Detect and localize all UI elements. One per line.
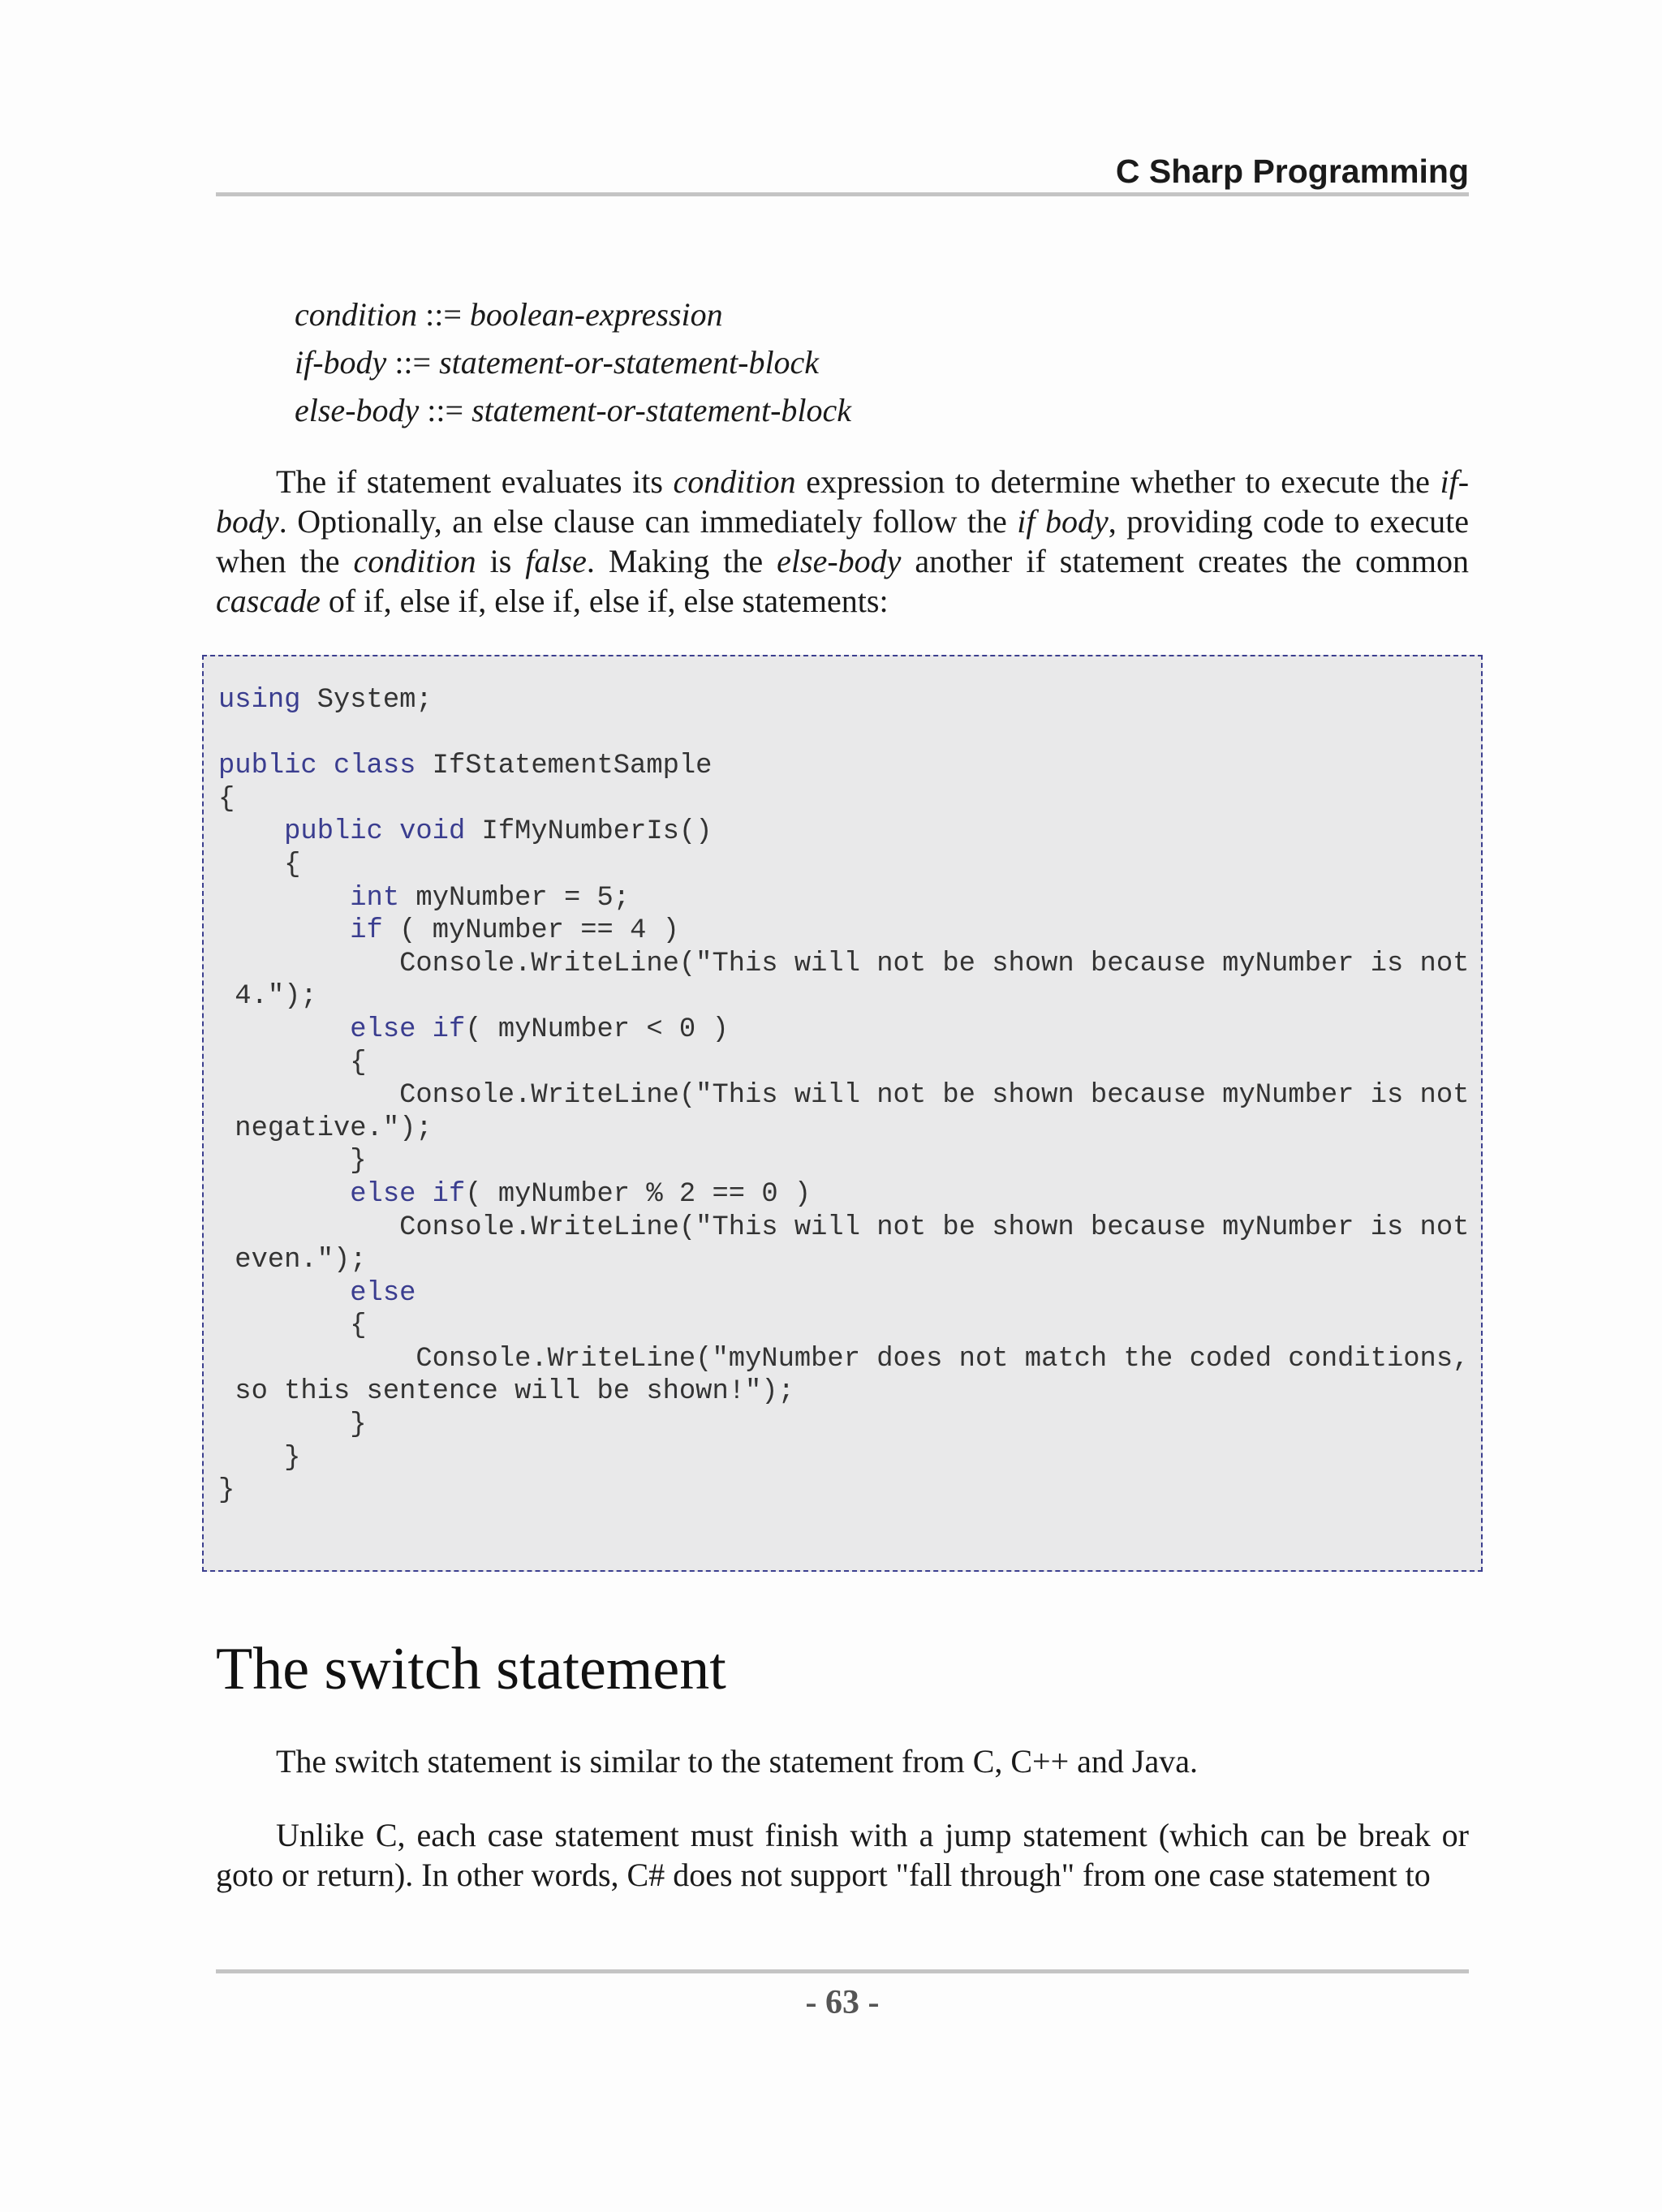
- emphasis: else-body: [777, 543, 902, 579]
- text-run: is: [476, 543, 526, 579]
- grammar-operator: ::=: [419, 392, 472, 428]
- code-keyword: using: [218, 685, 301, 716]
- code-text: }: [218, 1146, 367, 1177]
- code-line: [218, 1409, 367, 1440]
- code-text: [218, 915, 350, 946]
- code-line: [218, 1344, 1469, 1375]
- code-text: Console.WriteLine("This will not be shown because myNumber is not: [218, 1211, 1470, 1243]
- text-run: . Optionally, an else clause can immediately follow the: [278, 503, 1018, 540]
- grammar-operator: ::=: [417, 296, 470, 333]
- grammar-definition: boolean-expression: [469, 296, 723, 333]
- code-text: {: [218, 1047, 367, 1078]
- code-text: }: [218, 1475, 235, 1507]
- code-line: [218, 1443, 300, 1474]
- code-text: {: [218, 849, 301, 880]
- code-text: {: [218, 1310, 367, 1342]
- code-keyword: else: [350, 1277, 416, 1309]
- emphasis: if body: [1017, 503, 1109, 540]
- code-line: [218, 816, 712, 847]
- code-text: [218, 1179, 350, 1210]
- text-run: The if statement evaluates its: [276, 463, 674, 500]
- code-line: [218, 1475, 235, 1506]
- code-text: {: [218, 783, 235, 815]
- section-heading: The switch statement: [216, 1636, 726, 1702]
- code-line: [218, 981, 317, 1012]
- code-keyword: else if: [350, 1013, 466, 1045]
- code-line: [218, 850, 300, 880]
- code-text: [218, 1014, 350, 1045]
- code-line: [218, 1113, 433, 1144]
- code-text: ( myNumber % 2 == 0 ): [465, 1178, 812, 1210]
- code-keyword: int: [350, 882, 400, 914]
- code-text: negative.");: [218, 1112, 433, 1144]
- grammar-operator: ::=: [386, 344, 440, 381]
- grammar-line: [295, 338, 851, 386]
- code-text: Console.WriteLine("myNumber does not match the coded conditions,: [218, 1343, 1470, 1375]
- code-text: System;: [300, 685, 433, 716]
- code-text: so this sentence will be shown!");: [218, 1376, 794, 1408]
- switch-paragraph-1: The switch statement is similar to the statement from C, C++ and Java.: [276, 1743, 1198, 1779]
- code-line: [218, 1376, 794, 1407]
- grammar-term: else-body: [295, 392, 420, 428]
- code-line: [218, 784, 235, 815]
- code-text: even.");: [218, 1245, 367, 1276]
- grammar-definitions: [295, 290, 851, 434]
- text-run: . Making the: [586, 543, 777, 579]
- switch-paragraph-2: Unlike C, each case statement must finish with a jump statement (which can be break or goto or return). In other words, C# does not support "fall through" from one case statement to: [216, 1817, 1469, 1893]
- code-text: IfMyNumberIs(): [465, 816, 713, 848]
- code-text: [218, 1278, 350, 1309]
- code-line: [218, 1179, 811, 1210]
- text-run: expression to determine whether to execute the: [795, 463, 1440, 500]
- text-run: another if statement creates the common: [901, 543, 1469, 579]
- code-keyword: if: [350, 915, 383, 947]
- code-listing-box: [202, 655, 1483, 1572]
- emphasis: condition: [673, 463, 796, 500]
- code-text: myNumber = 5;: [399, 882, 631, 914]
- code-text: Console.WriteLine("This will not be shown because myNumber is not: [218, 948, 1470, 979]
- grammar-definition: statement-or-statement-block: [471, 392, 852, 428]
- code-line: [218, 1245, 367, 1276]
- emphasis: condition: [353, 543, 476, 579]
- code-line: [218, 1310, 367, 1341]
- page-number: - 63 -: [805, 1984, 880, 2021]
- code-keyword: else if: [350, 1178, 466, 1210]
- code-line: [218, 1278, 416, 1309]
- code-line: [218, 883, 630, 914]
- if-statement-paragraph: [216, 462, 1469, 621]
- grammar-line: [295, 290, 851, 338]
- code-line: [218, 915, 679, 946]
- emphasis: false: [525, 543, 587, 579]
- emphasis: cascade: [216, 583, 321, 619]
- code-text: }: [218, 1442, 301, 1474]
- emphasis: if-body: [216, 463, 1470, 540]
- running-header: C Sharp Programming: [1115, 153, 1469, 190]
- grammar-line: [295, 386, 851, 434]
- code-line: [218, 1048, 367, 1078]
- code-text: ( myNumber < 0 ): [465, 1013, 729, 1045]
- code-line: [218, 949, 1469, 979]
- code-line: [218, 1080, 1469, 1111]
- code-keyword: public void: [284, 816, 466, 848]
- code-line: [218, 1014, 729, 1045]
- code-text: [218, 816, 284, 847]
- text-run: of if, else if, else if, else if, else statements:: [320, 583, 889, 619]
- header-rule: [216, 192, 1469, 196]
- grammar-definition: statement-or-statement-block: [439, 344, 820, 381]
- code-text: ( myNumber == 4 ): [382, 915, 679, 947]
- footer-rule: [216, 1969, 1469, 1973]
- code-text: [218, 883, 350, 914]
- code-text: IfStatementSample: [416, 751, 713, 782]
- code-line: [218, 1146, 367, 1177]
- code-text: Console.WriteLine("This will not be shown because myNumber is not: [218, 1080, 1470, 1112]
- code-text: 4.");: [218, 981, 317, 1013]
- code-listing: [218, 684, 1469, 1508]
- code-line: [218, 1212, 1469, 1243]
- grammar-term: if-body: [295, 344, 387, 381]
- code-line: [218, 751, 712, 781]
- code-text: }: [218, 1409, 367, 1441]
- code-keyword: public class: [218, 751, 416, 782]
- text-run: , providing code to execute when the: [216, 503, 1469, 579]
- code-line: [218, 685, 433, 716]
- grammar-term: condition: [295, 296, 418, 333]
